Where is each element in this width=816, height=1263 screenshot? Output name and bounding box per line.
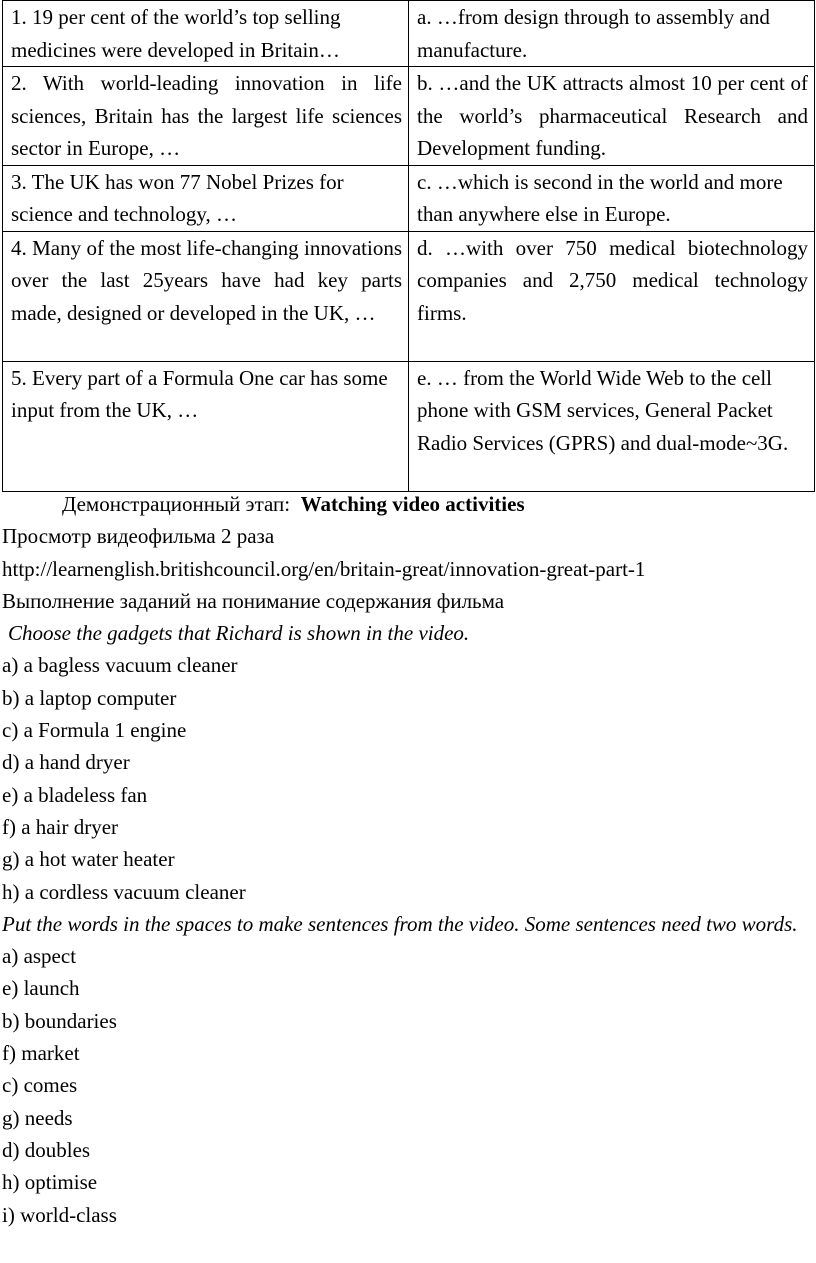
table-row bbox=[3, 1, 815, 67]
table-row bbox=[3, 67, 815, 166]
words-instruction: Put the words in the spaces to make sentences from the video. Some sentences need two words. bbox=[2, 911, 798, 936]
list-item: i) world-class bbox=[2, 1202, 117, 1227]
table-row bbox=[3, 231, 815, 361]
list-item: g) needs bbox=[2, 1105, 73, 1130]
matching-table bbox=[2, 0, 815, 492]
table-cell-right: b. …and the UK attracts almost 10 per cent of the world’s pharmaceutical Research and Development funding. bbox=[409, 67, 815, 166]
table-cell-right: c. …which is second in the world and more than anywhere else in Europe. bbox=[409, 165, 815, 231]
list-item: h) a cordless vacuum cleaner bbox=[2, 879, 246, 904]
list-item: a) a bagless vacuum cleaner bbox=[2, 653, 238, 678]
list-item: f) market bbox=[2, 1041, 80, 1066]
list-item: d) doubles bbox=[2, 1137, 91, 1162]
list-item: b) boundaries bbox=[2, 1008, 117, 1033]
table-row bbox=[3, 165, 815, 231]
table-cell-left: 1. 19 per cent of the world’s top selling medicines were developed in Britain… bbox=[3, 1, 409, 67]
video-url-link[interactable]: http://learnenglish.britishcouncil.org/en/britain-great/innovation-great-part-1 bbox=[2, 556, 646, 581]
gadgets-instruction: Choose the gadgets that Richard is shown in the video. bbox=[8, 621, 470, 646]
video-line: Просмотр видеофильма 2 раза bbox=[2, 524, 275, 549]
list-item: d) a hand dryer bbox=[2, 750, 130, 775]
stage-label: Демонстрационный этап: bbox=[62, 492, 291, 516]
list-item: g) a hot water heater bbox=[2, 847, 175, 872]
list-item: c) a Formula 1 engine bbox=[2, 718, 187, 743]
list-item: b) a laptop computer bbox=[2, 685, 177, 710]
table-cell-left: 4. Many of the most life-changing innovations over the last 25years have had key parts made, designed or developed in the UK, … bbox=[3, 231, 409, 361]
lesson-body bbox=[0, 488, 816, 1231]
list-item: f) a hair dryer bbox=[2, 814, 119, 839]
stage-title: Watching video activities bbox=[300, 492, 525, 516]
list-item: e) launch bbox=[2, 976, 80, 1001]
list-item: a) aspect bbox=[2, 944, 77, 969]
task-line: Выполнение заданий на понимание содержания фильма bbox=[2, 588, 505, 613]
table-cell-left: 3. The UK has won 77 Nobel Prizes for science and technology, … bbox=[3, 165, 409, 231]
list-item: h) optimise bbox=[2, 1170, 98, 1195]
table-cell-left: 5. Every part of a Formula One car has some input from the UK, … bbox=[3, 361, 409, 491]
table-cell-right: a. …from design through to assembly and manufacture. bbox=[409, 1, 815, 67]
stage-heading bbox=[0, 488, 816, 520]
list-item: e) a bladeless fan bbox=[2, 782, 148, 807]
table-row bbox=[3, 361, 815, 491]
table-cell-right: d. …with over 750 medical biotechnology companies and 2,750 medical technology firms. bbox=[409, 231, 815, 361]
table-cell-right: e. … from the World Wide Web to the cell phone with GSM services, General Packet Radio Services (GPRS) and dual-mode~3G. bbox=[409, 361, 815, 491]
table-cell-left: 2. With world-leading innovation in life sciences, Britain has the largest life sciences sector in Europe, … bbox=[3, 67, 409, 166]
list-item: c) comes bbox=[2, 1073, 78, 1098]
